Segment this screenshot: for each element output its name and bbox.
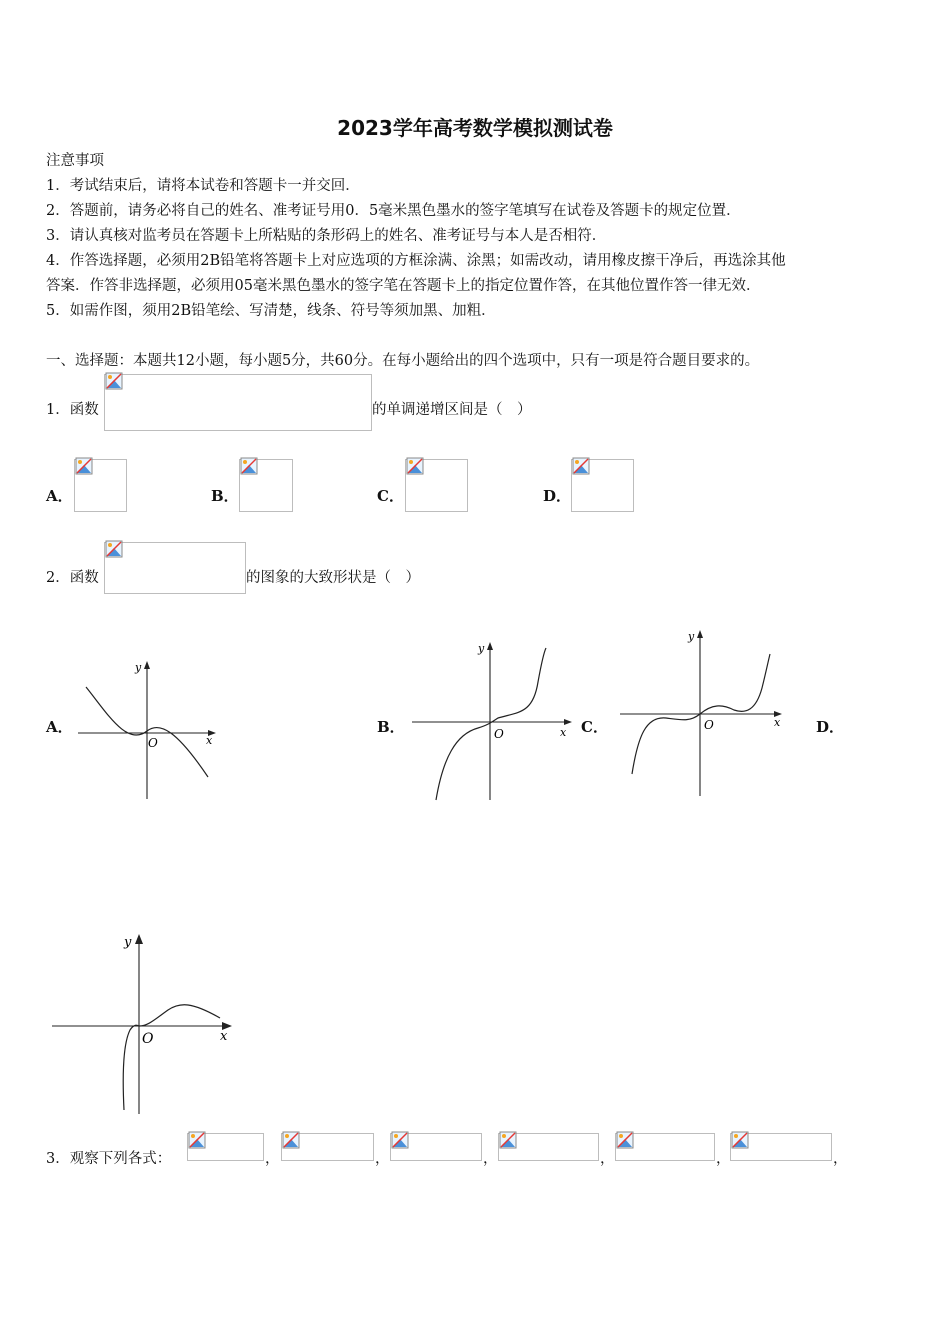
notice-item: 3．请认真核对监考员在答题卡上所粘贴的条形码上的姓名、准考证号与本人是否相符． [46,228,607,244]
q3-separator: ， [716,1151,731,1167]
q3-expression-image [187,1133,264,1161]
q3-separator: ， [375,1151,390,1167]
q3-prefix: 3．观察下列各式： [46,1151,172,1167]
curve-right [139,1005,220,1026]
q2-option-d-label[interactable]: D． [816,718,845,736]
q1-option-c-image [405,459,468,512]
q2-option-c-label[interactable]: C． [581,718,608,736]
origin-label: O [704,718,714,732]
x-axis-label: x [206,734,213,747]
section-heading: 一、选择题：本题共12小题，每小题5分，共60分。在每小题给出的四个选项中，只有一项是符合题目要求的。 [46,353,760,369]
y-axis-label: y [135,661,142,674]
q1-prefix: 1．函数 [46,402,99,418]
q1-suffix: 的单调递增区间是（ ） [372,402,532,418]
notice-item: 答案．作答非选择题，必须用05毫米黑色墨水的签字笔在答题卡上的指定位置作答，在其他位置作答一律无效． [46,278,761,294]
broken-image-icon [75,457,93,475]
broken-image-icon [105,372,123,390]
q3-expression-image [730,1133,832,1161]
q2-option-c-graph [616,626,788,798]
curve [436,648,546,800]
q2-option-d-graph [50,930,236,1116]
y-axis-label: y [124,935,132,950]
curve-left [123,1025,139,1110]
q3-expression-image [281,1133,374,1161]
page-title: 2023学年高考数学模拟测试卷 [337,116,613,140]
q2-option-b-graph [408,638,578,804]
q1-option-b-label[interactable]: B． [211,487,239,505]
origin-label: O [148,736,158,750]
q2-option-a-label[interactable]: A． [46,718,73,736]
notice-item: 1．考试结束后，请将本试卷和答题卡一并交回． [46,178,360,194]
q1-formula-image [104,374,372,431]
q3-separator: ， [600,1151,615,1167]
broken-image-icon [499,1131,517,1149]
notice-item: 2．答题前，请务必将自己的姓名、准考证号用0．5毫米黑色墨水的签字笔填写在试卷及答题卡的规定位置． [46,203,741,219]
notice-heading: 注意事项 [46,153,104,169]
y-axis-label: y [478,642,485,655]
q1-option-a-label[interactable]: A． [46,487,73,505]
x-axis-label: x [220,1029,228,1044]
notice-item: 4．作答选择题，必须用2B铅笔将答题卡上对应选项的方框涂满、涂黑；如需改动，请用橡皮擦干净后，再选涂其他 [46,253,786,269]
broken-image-icon [406,457,424,475]
x-axis-label: x [560,726,567,739]
q2-option-a-graph [72,655,222,805]
broken-image-icon [572,457,590,475]
q2-suffix: 的图象的大致形状是（ ） [246,570,420,586]
q3-separator: ， [483,1151,498,1167]
q2-prefix: 2．函数 [46,570,99,586]
broken-image-icon [616,1131,634,1149]
q3-expression-image [498,1133,599,1161]
broken-image-icon [391,1131,409,1149]
origin-label: O [142,1031,154,1047]
broken-image-icon [240,457,258,475]
x-axis-label: x [774,716,781,729]
q1-option-a-image [74,459,127,512]
broken-image-icon [105,540,123,558]
q1-option-d-image [571,459,634,512]
q1-option-c-label[interactable]: C． [377,487,404,505]
q3-expression-image [390,1133,482,1161]
q2-option-b-label[interactable]: B． [377,718,405,736]
y-axis-label: y [688,630,695,643]
broken-image-icon [188,1131,206,1149]
q3-separator: ， [833,1151,848,1167]
q1-option-d-label[interactable]: D． [543,487,572,505]
origin-label: O [494,727,504,741]
q1-option-b-image [239,459,293,512]
broken-image-icon [731,1131,749,1149]
broken-image-icon [282,1131,300,1149]
q3-separator: ， [265,1151,280,1167]
notice-item: 5．如需作图，须用2B铅笔绘、写清楚，线条、符号等须加黑、加粗． [46,303,496,319]
q3-expression-image [615,1133,715,1161]
q2-formula-image [104,542,246,594]
